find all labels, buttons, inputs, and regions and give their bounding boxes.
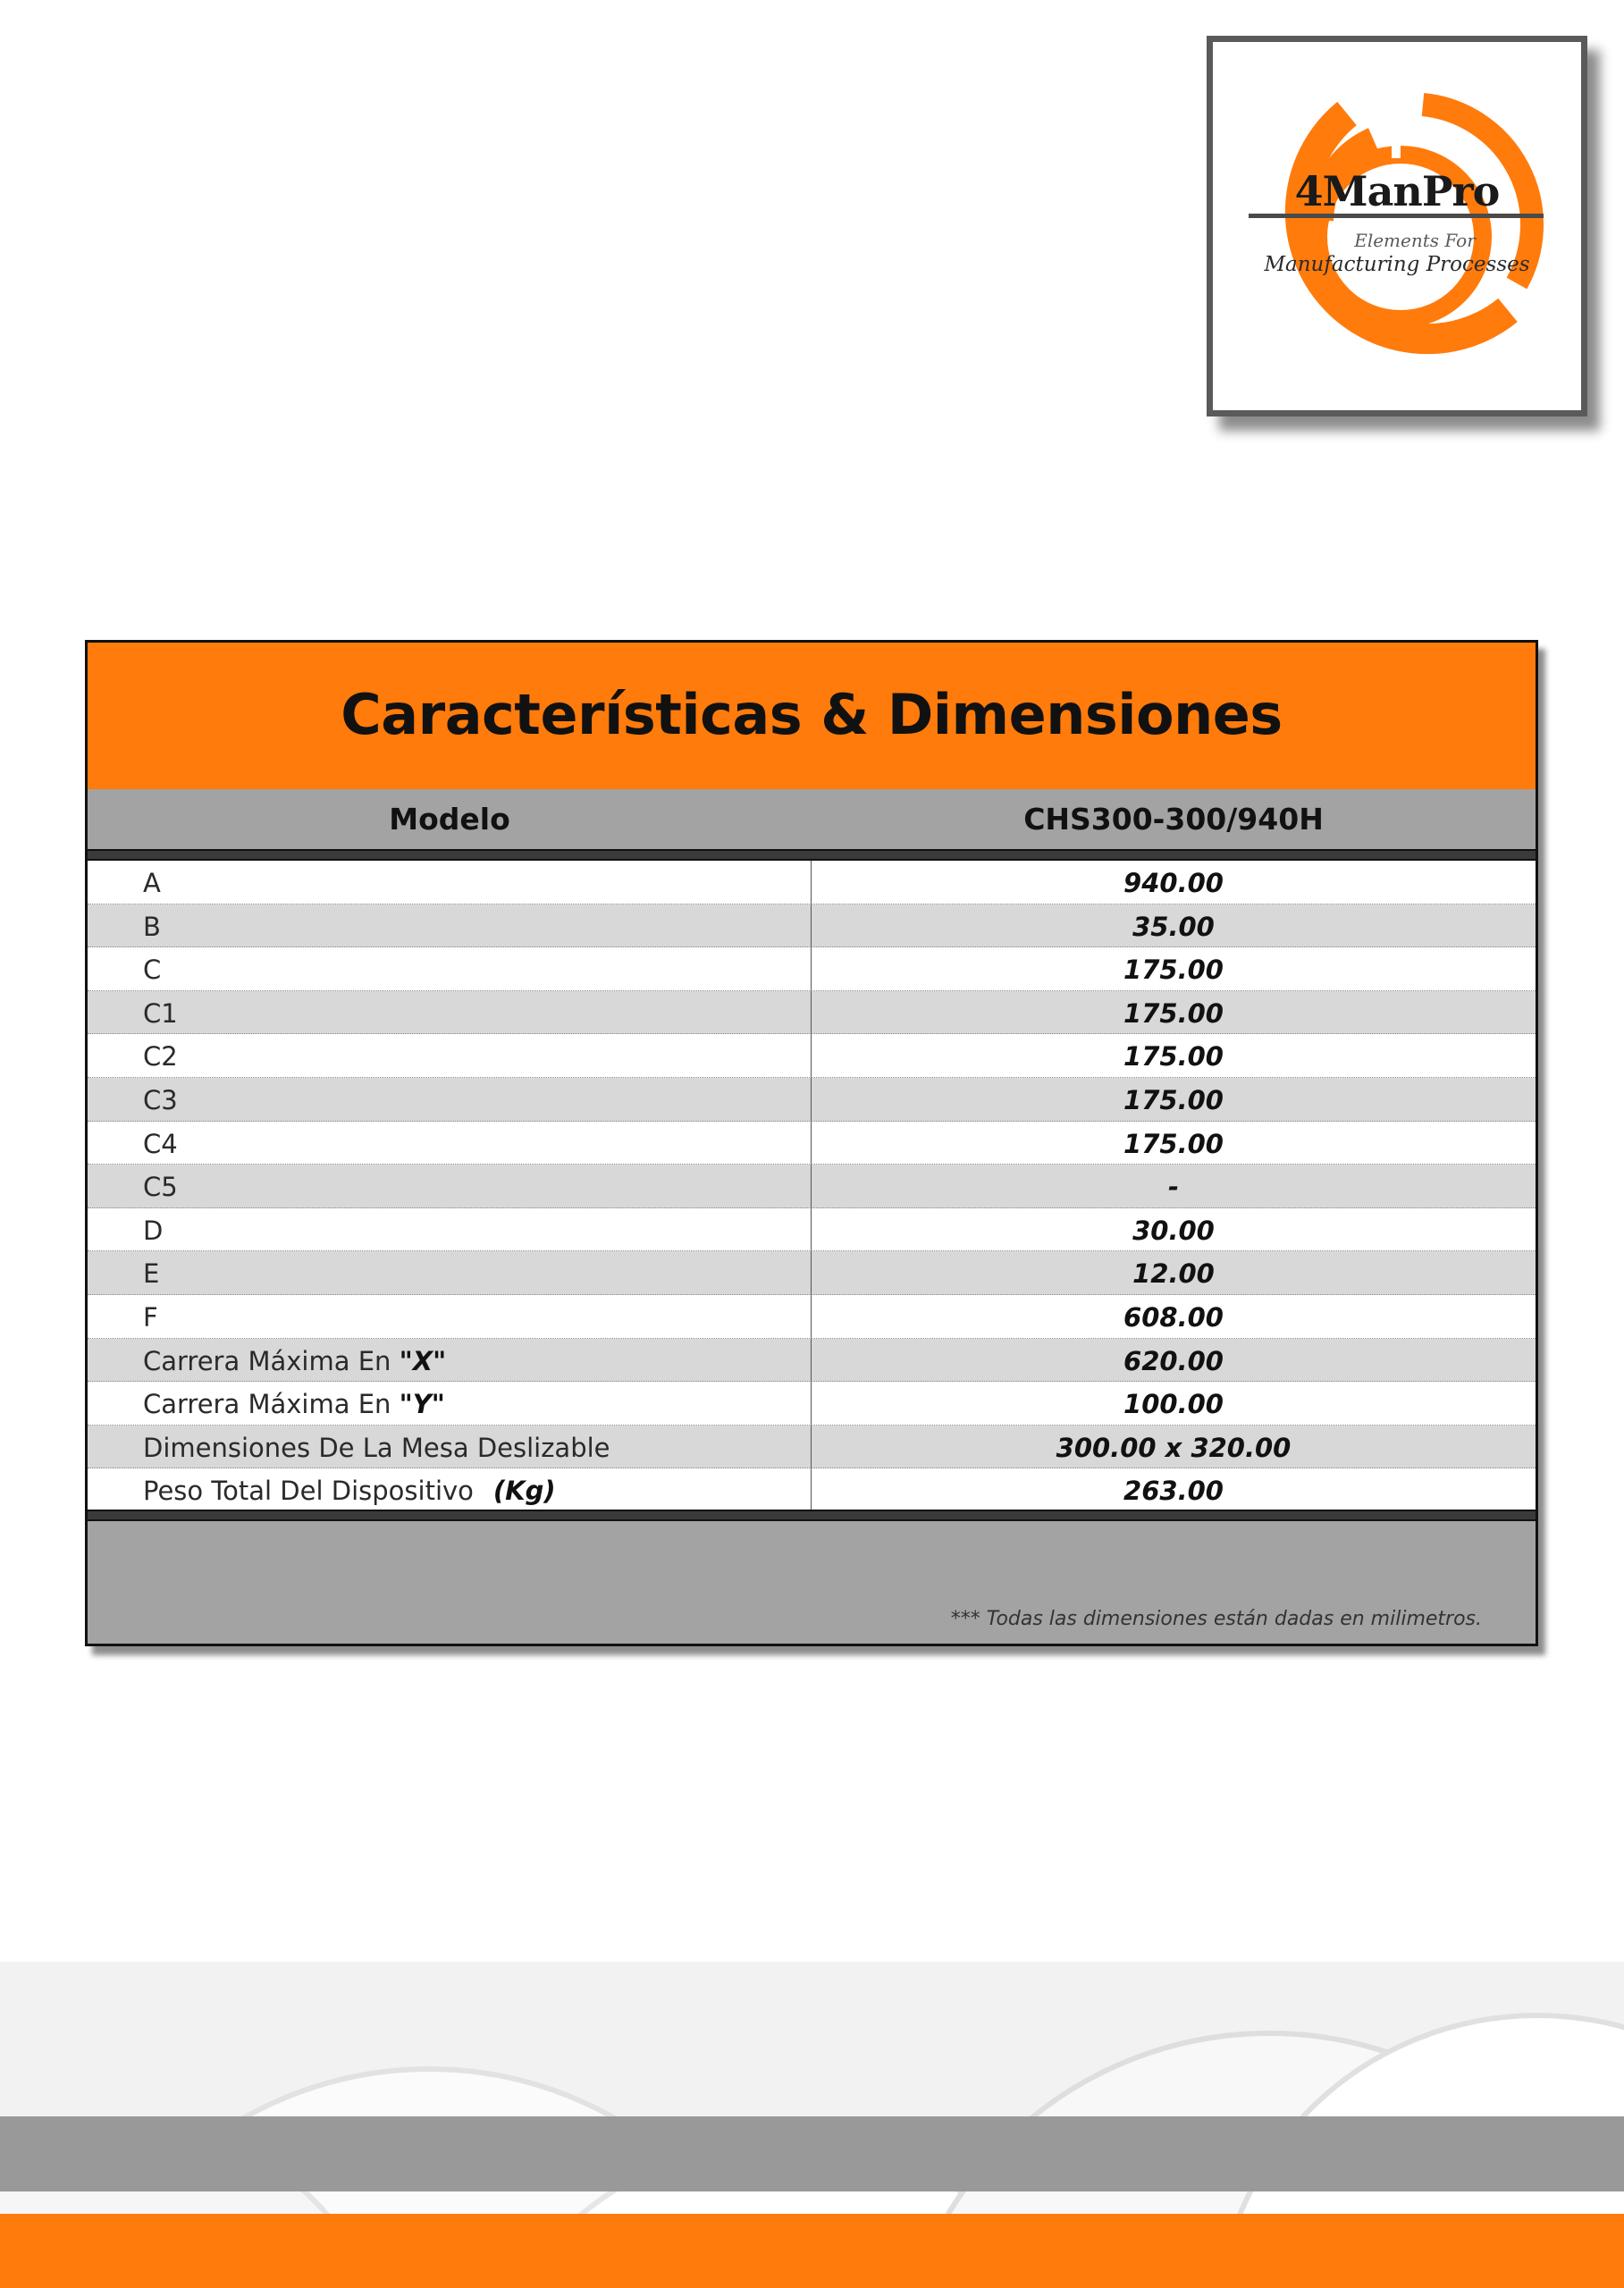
row-value: 175.00: [1123, 1128, 1224, 1159]
row-value: 940.00: [1123, 868, 1224, 898]
row-label: B: [143, 911, 161, 942]
row-value: 175.00: [1123, 1041, 1224, 1072]
logo-tagline-2: Manufacturing Processes: [1264, 253, 1530, 276]
model-label: Modelo: [389, 802, 510, 837]
logo-tagline-1: Elements For: [1354, 230, 1476, 251]
row-label: Dimensiones De La Mesa Deslizable: [143, 1432, 610, 1463]
table-row: [88, 1468, 1536, 1512]
brand-logo: [1207, 36, 1587, 416]
table-row: [88, 861, 1536, 904]
row-label-text: Carrera Máxima En: [143, 1389, 400, 1420]
logo-wordmark: 4ManPro: [1294, 167, 1500, 215]
row-value: 12.00: [1132, 1258, 1215, 1290]
footer-orange-band: [0, 2214, 1624, 2288]
row-label: C4: [143, 1128, 178, 1159]
table-row: [88, 1426, 1536, 1469]
row-label: D: [143, 1215, 164, 1246]
row-label-emph: "Y": [399, 1389, 445, 1420]
table-row: [88, 1034, 1536, 1078]
row-label: [143, 1476, 556, 1506]
spec-rows: [88, 861, 1536, 1512]
table-row: [88, 1339, 1536, 1383]
row-label: C3: [143, 1084, 178, 1115]
table-row: [88, 1208, 1536, 1252]
row-label: A: [143, 868, 161, 898]
model-value: CHS300-300/940H: [1023, 802, 1324, 837]
row-label-emph: "X": [399, 1345, 447, 1376]
row-label: F: [143, 1301, 158, 1333]
row-label: E: [143, 1258, 160, 1290]
row-value: 263.00: [1123, 1476, 1224, 1507]
units-footnote: *** Todas las dimensiones están dadas en milimetros.: [950, 1608, 1482, 1630]
spec-title-bar: [88, 643, 1536, 789]
row-value: 608.00: [1123, 1301, 1224, 1333]
row-label: [143, 1389, 445, 1419]
table-row: [88, 904, 1536, 948]
row-value: 175.00: [1123, 955, 1224, 986]
row-value: 175.00: [1123, 997, 1224, 1029]
table-row: [88, 1382, 1536, 1426]
row-value: -: [1167, 1172, 1180, 1203]
table-row: [88, 947, 1536, 991]
footer-gray-band: [0, 2116, 1624, 2191]
row-value: 300.00 x 320.00: [1056, 1432, 1292, 1463]
row-unit: (Kg): [492, 1476, 556, 1507]
logo-swirl-icon: [1213, 42, 1581, 410]
row-label: C5: [143, 1172, 178, 1203]
row-value: 30.00: [1132, 1215, 1215, 1246]
row-label: C1: [143, 997, 178, 1029]
row-label: C2: [143, 1041, 178, 1072]
row-label: [143, 1346, 446, 1376]
row-value: 175.00: [1123, 1084, 1224, 1115]
spec-title: Características & Dimensiones: [341, 682, 1283, 747]
table-row: [88, 1295, 1536, 1339]
table-rule-bottom: [88, 1510, 1536, 1521]
table-row: [88, 1122, 1536, 1165]
row-label: C: [143, 955, 162, 986]
table-row: [88, 1251, 1536, 1295]
model-header-row: [88, 789, 1536, 848]
row-label-text: Carrera Máxima En: [143, 1345, 400, 1376]
row-value: 620.00: [1123, 1345, 1224, 1376]
table-row: [88, 1165, 1536, 1208]
table-row: [88, 1078, 1536, 1122]
spec-table: [85, 640, 1538, 1646]
column-divider: [811, 861, 812, 1510]
row-label-text: Peso Total Del Dispositivo: [143, 1476, 474, 1507]
table-row: [88, 991, 1536, 1035]
row-value: 35.00: [1132, 911, 1215, 942]
table-rule-top: [88, 849, 1536, 861]
row-value: 100.00: [1123, 1389, 1224, 1420]
